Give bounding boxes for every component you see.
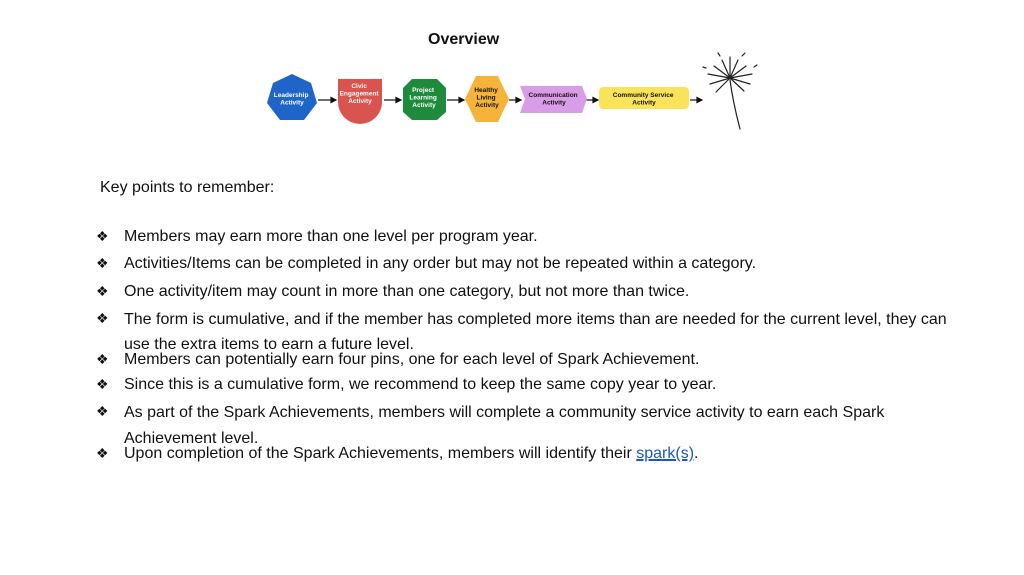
- list-item-text: Upon completion of the Spark Achievements, members will identify their spark(s).: [124, 445, 699, 462]
- community-service-activity-label: Community Service Activity: [612, 92, 674, 107]
- key-points-heading: Key points to remember:: [100, 179, 275, 196]
- bullet-icon: ❖: [96, 283, 109, 299]
- list-item-text: As part of the Spark Achievements, members will complete a community service activity to earn each Spark Achievement level.: [124, 404, 885, 447]
- communication-activity-shape: [520, 86, 587, 113]
- bullet-icon: ❖: [96, 403, 109, 419]
- list-item-text: Since this is a cumulative form, we recommend to keep the same copy year to year.: [124, 376, 717, 393]
- bullet-icon: ❖: [96, 351, 109, 367]
- civic-engagement-activity-shape: [338, 79, 382, 124]
- bullet-icon: ❖: [96, 255, 109, 271]
- list-item-text: One activity/item may count in more than one category, but not more than twice.: [124, 283, 690, 300]
- bullet-icon: ❖: [96, 310, 109, 326]
- communication-activity-label: Communication Activity: [528, 92, 578, 107]
- leadership-activity-label: Leadership Activity: [273, 92, 309, 107]
- leadership-activity-shape: [267, 74, 317, 120]
- healthy-living-activity-shape: [465, 76, 509, 122]
- list-item-text: Members may earn more than one level per program year.: [124, 228, 538, 245]
- community-service-activity-shape: [599, 87, 689, 109]
- list-item-text: Members can potentially earn four pins, one for each level of Spark Achievement.: [124, 351, 700, 368]
- healthy-living-activity-label: Healthy Living Activity: [474, 87, 499, 109]
- activity-flow-diagram: [0, 0, 1024, 140]
- project-learning-activity-label: Project Learning Activity: [409, 87, 437, 109]
- bullet-icon: ❖: [96, 228, 109, 244]
- sparkler-icon: [703, 53, 757, 129]
- page-title: Overview: [428, 31, 500, 48]
- list-item-text: Activities/Items can be completed in any order but may not be repeated within a category.: [124, 255, 757, 272]
- spark-link[interactable]: spark(s): [636, 445, 695, 462]
- bullet-icon: ❖: [96, 445, 109, 461]
- bullet-icon: ❖: [96, 376, 109, 392]
- list-item-text: The form is cumulative, and if the member has completed more items than are needed for the current level, they can use the extra items to earn a future level.: [124, 311, 947, 353]
- project-learning-activity-shape: [403, 79, 446, 120]
- civic-engagement-activity-label: Civic Engagement Activity: [339, 83, 379, 105]
